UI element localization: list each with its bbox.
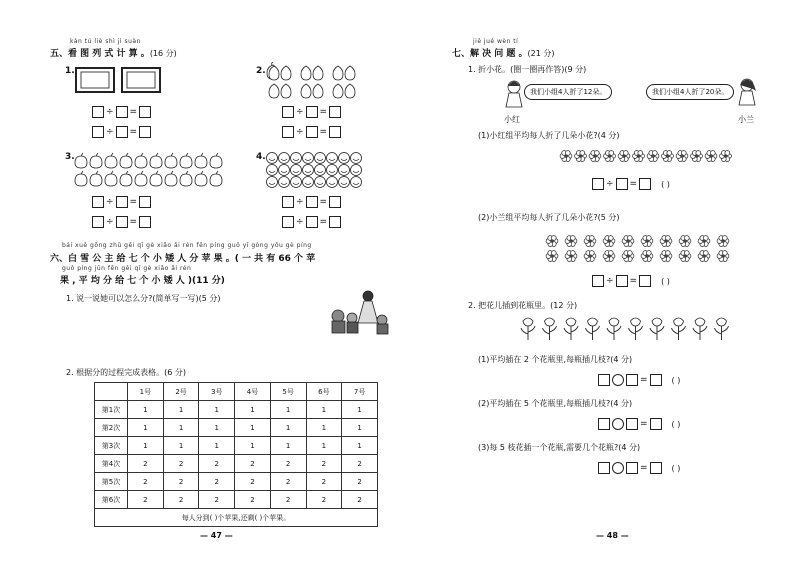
eq-sign: = (319, 217, 328, 227)
q5-2-number: 2. (256, 66, 266, 76)
flower-stem-icon (629, 318, 643, 340)
unit-blank[interactable]: ( ) (661, 179, 670, 189)
sec6-pinyin-2: guǒ píng jūn fēn gěi qī gè xiǎo ǎi rén (62, 265, 192, 272)
answer-box[interactable] (306, 106, 318, 118)
table-cell: 1 (235, 401, 271, 419)
table-cell: 1 (199, 419, 235, 437)
answer-box[interactable] (598, 418, 610, 430)
answer-box[interactable] (282, 216, 294, 228)
table-cell: 第4次 (95, 455, 128, 473)
answer-box[interactable] (306, 126, 318, 138)
flower-stems-10 (518, 316, 740, 342)
table-footer-row (95, 509, 378, 527)
answer-box[interactable] (116, 126, 128, 138)
flower-icon (546, 251, 558, 262)
q7-1-sub1: (1)小红组平均每人折了几朵小花?(4 分) (478, 131, 620, 140)
q7-2-sub1: (1)平均插在 2 个花瓶里,每瓶插几枝?(4 分) (478, 355, 633, 364)
operator-circle[interactable] (612, 418, 624, 430)
eq-sign: = (640, 419, 648, 429)
paper-flowers-20 (542, 233, 738, 265)
answer-box[interactable] (282, 106, 294, 118)
table-cell: 1 (199, 401, 235, 419)
flower-stem-icon (564, 318, 578, 340)
q6-1-prompt: 1. 说一说她可以怎么分?(简单写一写)(5 分) (66, 294, 221, 303)
sec7-pinyin: jiě jué wèn tí (473, 38, 519, 45)
eq-sign: = (629, 276, 638, 286)
table-header-cell: 1号 (128, 383, 164, 401)
sec5-title (50, 46, 177, 59)
flower-icon (676, 151, 688, 162)
table-cell: 1 (199, 437, 235, 455)
answer-box[interactable] (598, 462, 610, 474)
table-cell: 1 (270, 401, 306, 419)
table-cell: 2 (306, 473, 342, 491)
flower-stem-icon (543, 318, 557, 340)
div-sign: ÷ (106, 197, 114, 207)
flower-icon (698, 236, 710, 247)
flower-icon (584, 236, 596, 247)
table-cell: 2 (342, 455, 378, 473)
answer-box[interactable] (306, 216, 318, 228)
answer-box[interactable] (116, 106, 128, 118)
sec5-title-text: 五、看 图 列 式 计 算 。 (50, 49, 150, 59)
answer-box[interactable] (650, 418, 662, 430)
answer-box[interactable] (306, 196, 318, 208)
table-row (95, 455, 378, 473)
div-sign: ÷ (106, 217, 114, 227)
answer-box[interactable] (116, 216, 128, 228)
table-cell: 1 (128, 419, 164, 437)
flower-stem-icon (672, 318, 686, 340)
eq-sign: = (640, 375, 648, 385)
answer-box[interactable] (282, 126, 294, 138)
flower-icon (622, 236, 634, 247)
answer-box[interactable] (329, 216, 341, 228)
peaches-illustration (74, 150, 234, 190)
eq-sign: = (319, 127, 328, 137)
table-header-cell (95, 383, 128, 401)
eq-sign: = (129, 127, 138, 137)
unit-blank[interactable]: ( ) (661, 276, 670, 286)
answer-box[interactable] (639, 178, 651, 190)
answer-box[interactable] (282, 196, 294, 208)
q7-2-sub3: (3)每 5 枝花插一个花瓶,需要几个花瓶?(4 分) (478, 443, 641, 452)
div-sign: ÷ (296, 217, 304, 227)
eq-sign: = (129, 217, 138, 227)
table-header-cell: 4号 (235, 383, 271, 401)
table-cell: 2 (199, 473, 235, 491)
table-cell: 1 (235, 419, 271, 437)
answer-box[interactable] (139, 196, 151, 208)
flower-icon (641, 236, 653, 247)
table-cell: 2 (342, 491, 378, 509)
table-cell: 1 (342, 401, 378, 419)
table-cell: 2 (128, 473, 164, 491)
answer-box[interactable] (92, 196, 104, 208)
q7-1-title: 1. 折小花。(圈一圈再作答)(9 分) (468, 65, 587, 74)
table-cell: 2 (163, 491, 199, 509)
equation-q3-a (92, 196, 151, 208)
table-row (95, 419, 378, 437)
flower-icon (622, 251, 634, 262)
table-cell: 1 (342, 419, 378, 437)
flower-icon (560, 151, 572, 162)
table-row (95, 401, 378, 419)
flower-icon (698, 251, 710, 262)
answer-box[interactable] (92, 106, 104, 118)
flower-icon (660, 251, 672, 262)
answer-box[interactable] (626, 418, 638, 430)
girl-xiaolan-icon (736, 76, 758, 112)
flower-icon (603, 251, 615, 262)
sec5-pinyin: kàn tú liè shì jì suàn (70, 38, 141, 45)
table-header-cell: 3号 (199, 383, 235, 401)
unit-blank[interactable]: ( ) (671, 375, 681, 385)
table-cell: 2 (342, 473, 378, 491)
equation-q2-b (282, 126, 341, 138)
sec7-title (452, 46, 555, 59)
equation-q7-1-2 (592, 275, 670, 287)
table-cell: 1 (306, 419, 342, 437)
smiley-faces-illustration (266, 150, 366, 190)
answer-box[interactable] (139, 216, 151, 228)
paper-flowers-12 (558, 146, 734, 166)
operator-circle[interactable] (612, 374, 624, 386)
div-sign: ÷ (106, 127, 114, 137)
q5-3-number: 3. (65, 152, 75, 162)
answer-box[interactable] (616, 275, 628, 287)
speech-bubble-xiaohong: 我们小组4人折了12朵。 (524, 84, 612, 100)
table-cell: 2 (306, 491, 342, 509)
table-cell: 2 (235, 473, 271, 491)
table-cell: 2 (128, 455, 164, 473)
table-cell: 1 (270, 419, 306, 437)
equation-q7-2-1 (598, 374, 680, 386)
equation-q1-a (92, 106, 151, 118)
flower-icon (647, 151, 659, 162)
table-cell: 第1次 (95, 401, 128, 419)
table-cell: 2 (163, 455, 199, 473)
table-row (95, 491, 378, 509)
table-cell: 1 (128, 401, 164, 419)
snow-white-dwarfs-illustration (328, 288, 390, 336)
equation-q7-2-3 (598, 462, 680, 474)
table-cell: 1 (270, 437, 306, 455)
flower-icon (565, 236, 577, 247)
flower-icon (691, 151, 703, 162)
operator-circle[interactable] (612, 462, 624, 474)
table-cell: 2 (235, 491, 271, 509)
q5-4-number: 4. (256, 152, 266, 162)
answer-box[interactable] (92, 216, 104, 228)
table-header-cell: 6号 (306, 383, 342, 401)
answer-box[interactable] (139, 106, 151, 118)
equation-q7-1-1 (592, 178, 670, 190)
div-sign: ÷ (296, 127, 304, 137)
table-cell: 1 (128, 437, 164, 455)
flower-icon (604, 151, 616, 162)
answer-box[interactable] (116, 196, 128, 208)
eq-sign: = (129, 107, 138, 117)
flower-icon (546, 236, 558, 247)
flower-icon (720, 151, 732, 162)
answer-box[interactable] (139, 126, 151, 138)
q7-1-sub2: (2)小兰组平均每人折了几朵小花?(5 分) (478, 213, 620, 222)
flower-stem-icon (607, 318, 621, 340)
flower-icon (603, 236, 615, 247)
answer-box[interactable] (92, 126, 104, 138)
answer-box[interactable] (592, 178, 604, 190)
equation-q2-a (282, 106, 341, 118)
table-cell: 第3次 (95, 437, 128, 455)
page-number-left: — 47 — (200, 531, 233, 540)
answer-box[interactable] (598, 374, 610, 386)
equation-q3-b (92, 216, 151, 228)
answer-box[interactable] (650, 374, 662, 386)
pears-illustration (266, 62, 366, 102)
flower-stem-icon (586, 318, 600, 340)
flower-icon (589, 151, 601, 162)
answer-box[interactable] (650, 462, 662, 474)
sec5-score: (16 分) (149, 49, 177, 58)
flower-icon (633, 151, 645, 162)
flower-icon (641, 251, 653, 262)
table-cell: 第5次 (95, 473, 128, 491)
div-sign: ÷ (606, 276, 614, 286)
q6-2-prompt: 2. 根据分的过程完成表格。(6 分) (66, 368, 187, 377)
flower-icon (575, 151, 587, 162)
frames-illustration (74, 66, 164, 94)
table-cell: 2 (235, 455, 271, 473)
sec7-score: (21 分) (527, 49, 555, 58)
div-sign: ÷ (296, 197, 304, 207)
div-sign: ÷ (296, 107, 304, 117)
table-cell: 1 (163, 419, 199, 437)
table-header-cell: 7号 (342, 383, 378, 401)
name-xiaohong: 小红 (504, 115, 520, 124)
page-number-right: — 48 — (596, 531, 629, 540)
flower-stem-icon (693, 318, 707, 340)
girl-xiaohong-icon (503, 78, 525, 114)
table-cell: 2 (270, 491, 306, 509)
table-row (95, 473, 378, 491)
flower-icon (584, 251, 596, 262)
eq-sign: = (629, 179, 638, 189)
q7-2-title: 2. 把花儿插到花瓶里。(12 分) (468, 301, 578, 310)
flower-icon (679, 251, 691, 262)
flower-icon (662, 151, 674, 162)
equation-q4-a (282, 196, 341, 208)
eq-sign: = (640, 463, 648, 473)
table-cell: 2 (199, 491, 235, 509)
flower-stem-icon (715, 318, 729, 340)
answer-box[interactable] (626, 462, 638, 474)
table-cell: 1 (306, 437, 342, 455)
flower-icon (565, 251, 577, 262)
eq-sign: = (129, 197, 138, 207)
flower-stem-icon (521, 318, 535, 340)
sec6-line-2: 果 , 平 均 分 给 七 个 小 矮 人 )(11 分) (60, 276, 225, 286)
unit-blank[interactable]: ( ) (671, 419, 681, 429)
distribution-table (94, 382, 378, 527)
table-cell: 1 (342, 437, 378, 455)
div-sign: ÷ (106, 107, 114, 117)
name-xiaolan: 小兰 (738, 115, 754, 124)
equation-q7-2-2 (598, 418, 680, 430)
table-header-row (95, 383, 378, 401)
table-cell: 2 (128, 491, 164, 509)
table-row (95, 437, 378, 455)
table-cell: 第2次 (95, 419, 128, 437)
answer-box[interactable] (592, 275, 604, 287)
answer-box[interactable] (329, 126, 341, 138)
table-header-cell: 2号 (163, 383, 199, 401)
sec6-pinyin-1: bái xuě gōng zhǔ gěi qī gè xiǎo ǎi rén fēn píng guǒ yī gòng yǒu gè píng (62, 242, 312, 249)
flower-icon (717, 236, 729, 247)
table-cell: 1 (306, 401, 342, 419)
flower-icon (618, 151, 630, 162)
eq-sign: = (319, 197, 328, 207)
table-cell: 2 (199, 455, 235, 473)
table-cell: 2 (270, 455, 306, 473)
table-cell: 2 (306, 455, 342, 473)
table-footer: 每人分到( )个苹果,还剩( )个苹果。 (95, 509, 378, 527)
table-header-cell: 5号 (270, 383, 306, 401)
flower-icon (679, 236, 691, 247)
div-sign: ÷ (606, 179, 614, 189)
table-cell: 1 (163, 401, 199, 419)
equation-q4-b (282, 216, 341, 228)
table-cell: 2 (270, 473, 306, 491)
sec6-line-1: 六、白 雪 公 主 给 七 个 小 矮 人 分 苹 果 。( 一 共 有 66 个 苹 (50, 254, 316, 264)
flower-icon (705, 151, 717, 162)
answer-box[interactable] (639, 275, 651, 287)
answer-box[interactable] (329, 106, 341, 118)
q5-1-number: 1. (65, 66, 75, 76)
unit-blank[interactable]: ( ) (671, 463, 681, 473)
sec7-title-text: 七、解 决 问 题 。 (452, 49, 528, 59)
table-cell: 1 (163, 437, 199, 455)
table-cell: 第6次 (95, 491, 128, 509)
answer-box[interactable] (329, 196, 341, 208)
answer-box[interactable] (626, 374, 638, 386)
table-cell: 1 (235, 437, 271, 455)
equation-q1-b (92, 126, 151, 138)
table-cell: 2 (163, 473, 199, 491)
answer-box[interactable] (616, 178, 628, 190)
flower-stem-icon (650, 318, 664, 340)
flower-icon (717, 251, 729, 262)
eq-sign: = (319, 107, 328, 117)
speech-bubble-xiaolan: 我们小组4人折了20朵。 (646, 84, 734, 100)
q7-2-sub2: (2)平均插在 5 个花瓶里,每瓶插几枝?(4 分) (478, 399, 633, 408)
flower-icon (660, 236, 672, 247)
